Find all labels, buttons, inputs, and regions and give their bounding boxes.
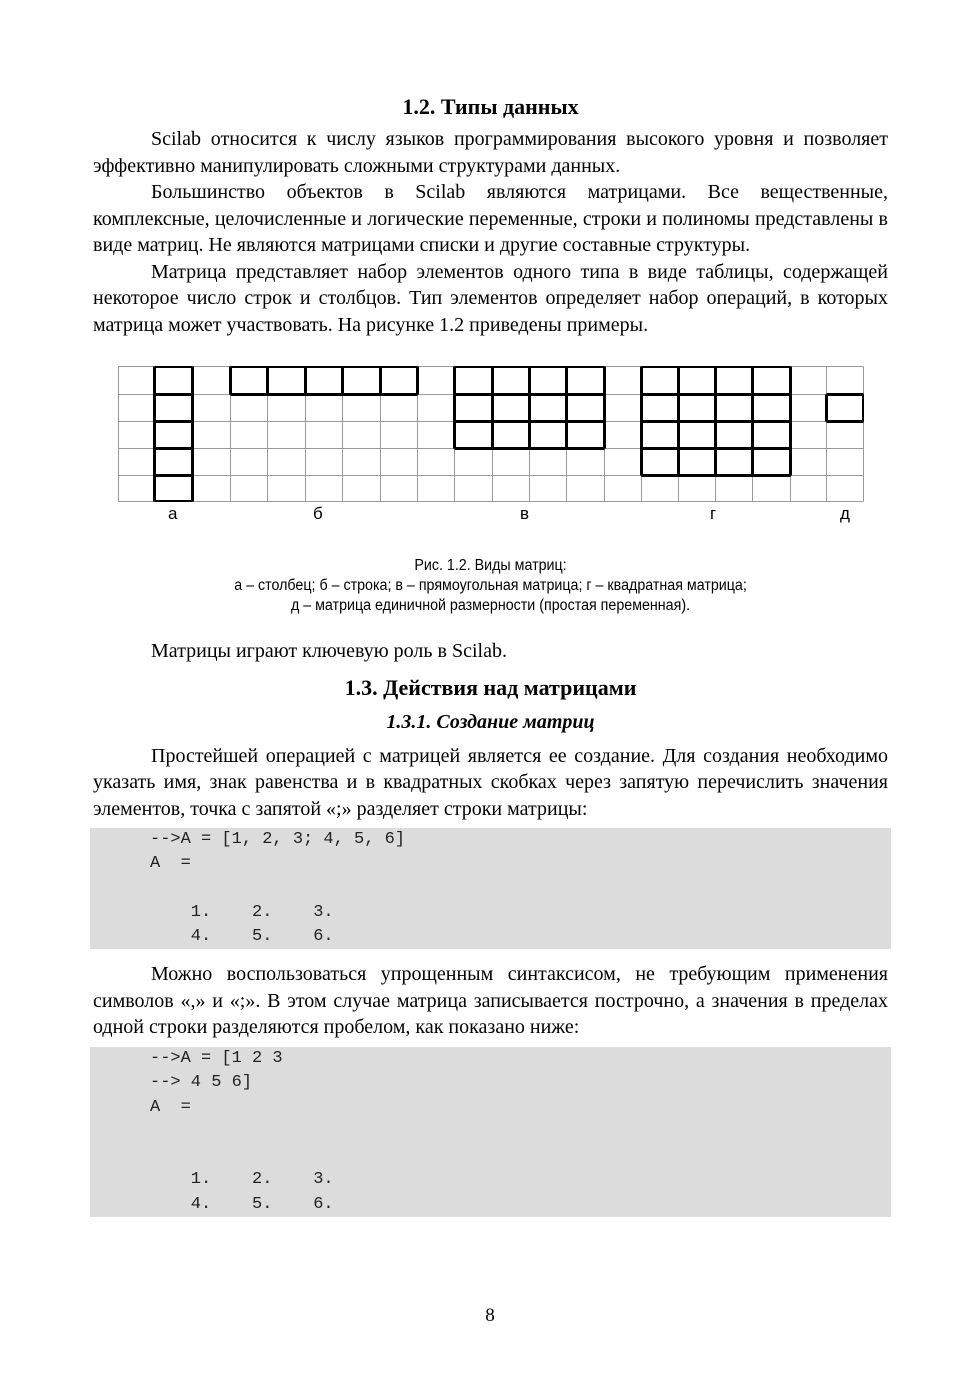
figure-label-b: б <box>313 504 323 523</box>
figure-label-g: г <box>710 504 717 523</box>
subsection-title: 1.3.1. Создание матриц <box>386 710 595 733</box>
matrix-types-figure <box>93 366 888 546</box>
paragraph: Матрица представляет набор элементов одного типа в виде таблицы, содержащей некоторое число строк и столбцов. Тип элементов определяет набор операций, в которых матрица может участвовать. На рисунке 1.2 приведены примеры. <box>93 260 888 336</box>
figure-caption <box>125 556 856 616</box>
paragraph: Большинство объектов в Scilab являются матрицами. Все вещественные, комплексные, целочисленные и логические переменные, строки и полиномы представлены в виде матриц. Не являются матрицами списки и другие составные структуры. <box>93 181 888 256</box>
section-title-1-3: 1.3. Действия над матрицами <box>344 674 637 700</box>
code-block-2: -->A = [1 2 3 --> 4 5 6] A = 1. 2. 3. 4. 5. 6. <box>90 1047 891 1217</box>
page-number: 8 <box>485 1305 495 1326</box>
code-block-1: -->A = [1, 2, 3; 4, 5, 6] A = 1. 2. 3. 4. 5. 6. <box>90 828 891 949</box>
paragraph: Простейшей операцией с матрицей является ее создание. Для создания необходимо указать имя, знак равенства и в квадратных скобках через запятую перечислить значения элементов, точка с запятой «;» разделяет строки матрицы: <box>93 744 888 820</box>
caption-title: Рис. 1.2. Виды матриц: <box>414 557 567 574</box>
figure-label-a: а <box>168 504 178 523</box>
paragraph: Матрицы играют ключевую роль в Scilab. <box>151 640 507 662</box>
matrix-grid-diagram <box>118 366 864 502</box>
page <box>93 92 888 1217</box>
paragraph: Можно воспользоваться упрощенным синтаксисом, не требующим применения символов «,» и «;». В этом случае матрица записывается построчно, а значения в пределах одной строки разделяются пробелом, как показано ниже: <box>93 963 888 1039</box>
caption-line-1: а – столбец; б – строка; в – прямоугольная матрица; г – квадратная матрица; <box>234 577 747 594</box>
paragraph: Scilab относится к числу языков программирования высокого уровня и позволяет эффективно манипулировать сложными структурами данных. <box>93 128 888 177</box>
figure-label-v: в <box>520 504 530 523</box>
figure-label-d: д <box>840 504 850 523</box>
section-title-1-2: 1.2. Типы данных <box>402 94 579 119</box>
caption-line-2: д – матрица единичной размерности (простая переменная). <box>290 597 691 614</box>
